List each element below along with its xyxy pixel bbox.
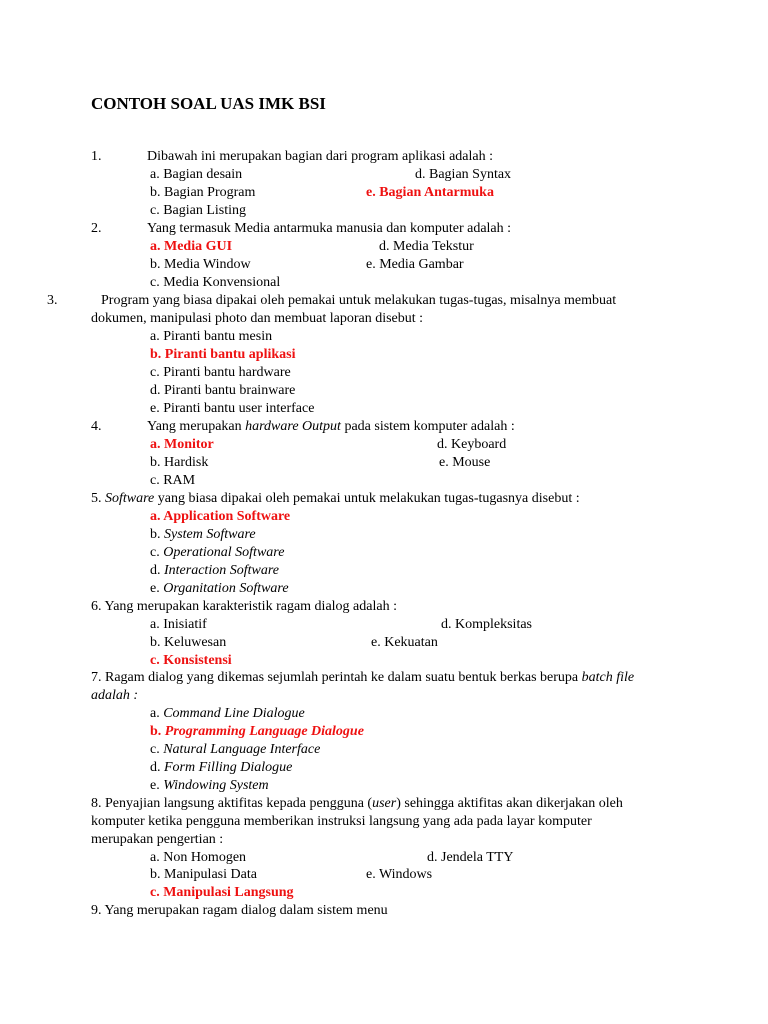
q5-option-d [150, 562, 279, 580]
q3-option-a: a. Piranti bantu mesin [150, 329, 273, 344]
q9-text: 9. Yang merupakan ragam dialog dalam sistem menu [91, 903, 388, 918]
q8-option-d: d. Jendela TTY [427, 850, 514, 865]
q7-option-a-label: Command Line Dialogue [163, 706, 305, 721]
q2-option-d: d. Media Tekstur [379, 239, 474, 254]
q8-text-line2: komputer ketika pengguna memberikan instruksi langsung yang ada pada layar komputer [91, 814, 592, 829]
q2-option-a-answer: a. Media GUI [150, 239, 233, 254]
q8-option-c-answer: c. Manipulasi Langsung [150, 885, 294, 900]
q1-option-a: a. Bagian desain [150, 167, 243, 182]
q7-text-line2-italic: adalah : [91, 688, 139, 703]
q6-option-e: e. Kekuatan [371, 635, 438, 650]
q4-option-b: b. Hardisk [150, 455, 209, 470]
q5-option-c-prefix: c. [150, 545, 164, 560]
q6-option-a: a. Inisiatif [150, 617, 207, 632]
q4-option-d: d. Keyboard [437, 437, 507, 452]
q4-option-c: c. RAM [150, 473, 196, 488]
page-title: CONTOH SOAL UAS IMK BSI [91, 94, 326, 113]
q7-text-line2 [91, 687, 138, 705]
q1-option-c: c. Bagian Listing [150, 203, 247, 218]
q3-option-b-answer: b. Piranti bantu aplikasi [150, 347, 296, 362]
q7-option-b-label: Programming Language Dialogue [164, 724, 364, 739]
q5-option-e [150, 580, 289, 598]
q7-option-a-prefix: a. [150, 706, 164, 721]
q5-option-b-prefix: b. [150, 527, 164, 542]
q7-option-d-prefix: d. [150, 760, 164, 775]
q5-text-italic: Software [105, 491, 155, 506]
q6-option-c-answer: c. Konsistensi [150, 653, 232, 668]
q5-number: 5. [91, 491, 105, 506]
q4-text-post: pada sistem komputer adalah : [340, 419, 515, 434]
q8-text1-post: ) sehingga aktifitas akan dikerjakan oleh [396, 796, 623, 811]
q4-text-italic: hardware Output [245, 419, 341, 434]
q5-option-c [150, 544, 284, 562]
q7-text-italic: batch file [581, 670, 635, 685]
q1-text: Dibawah ini merupakan bagian dari program aplikasi adalah : [147, 149, 493, 164]
q8-text-line1 [91, 795, 623, 813]
q4-option-a-answer: a. Monitor [150, 437, 214, 452]
q7-option-c-label: Natural Language Interface [163, 742, 321, 757]
q5-option-e-label: Organitation Software [163, 581, 289, 596]
q5-option-b-label: System Software [164, 527, 256, 542]
q7-text-line1 [91, 669, 634, 687]
q5-option-b [150, 526, 256, 544]
q1-option-d: d. Bagian Syntax [415, 167, 512, 182]
q6-text: 6. Yang merupakan karakteristik ragam dialog adalah : [91, 599, 397, 614]
q3-text-line2: dokumen, manipulasi photo dan membuat laporan disebut : [91, 311, 424, 326]
q7-option-b-answer [150, 723, 364, 741]
q7-text-pre: 7. Ragam dialog yang dikemas sejumlah perintah ke dalam suatu bentuk berkas berupa [91, 670, 582, 685]
q5-text-post: yang biasa dipakai oleh pemakai untuk melakukan tugas-tugasnya disebut : [154, 491, 580, 506]
q6-option-d: d. Kompleksitas [441, 617, 532, 632]
q1-option-b: b. Bagian Program [150, 185, 256, 200]
q8-option-b: b. Manipulasi Data [150, 867, 257, 882]
q7-option-a [150, 705, 305, 723]
q8-option-e: e. Windows [366, 867, 433, 882]
q5-option-a-answer: a. Application Software [150, 509, 291, 524]
q8-text-line3: merupakan pengertian : [91, 832, 224, 847]
q5-option-d-prefix: d. [150, 563, 164, 578]
q7-option-e-label: Windowing System [163, 778, 269, 793]
q2-option-c: c. Media Konvensional [150, 275, 281, 290]
q6-option-b: b. Keluwesan [150, 635, 227, 650]
q4-text-pre: Yang merupakan [147, 419, 246, 434]
q3-text-line1: Program yang biasa dipakai oleh pemakai untuk melakukan tugas-tugas, misalnya membuat [101, 293, 617, 308]
q3-option-e: e. Piranti bantu user interface [150, 401, 315, 416]
q1-option-e-answer: e. Bagian Antarmuka [366, 185, 494, 200]
q4-text [147, 418, 515, 436]
q7-option-b-prefix: b. [150, 724, 165, 739]
q5-text [91, 490, 580, 508]
q7-option-d-label: Form Filling Dialogue [164, 760, 293, 775]
q7-option-e-prefix: e. [150, 778, 164, 793]
q7-option-c [150, 741, 320, 759]
q5-option-d-label: Interaction Software [164, 563, 279, 578]
q2-number: 2. [91, 221, 102, 236]
q8-text1-pre: 8. Penyajian langsung aktifitas kepada pengguna ( [91, 796, 373, 811]
q3-number: 3. [47, 293, 58, 308]
q5-option-c-label: Operational Software [163, 545, 285, 560]
q2-option-e: e. Media Gambar [366, 257, 464, 272]
q8-text1-italic: user [372, 796, 397, 811]
q2-option-b: b. Media Window [150, 257, 251, 272]
q3-option-d: d. Piranti bantu brainware [150, 383, 296, 398]
q8-option-a: a. Non Homogen [150, 850, 247, 865]
q4-number: 4. [91, 419, 102, 434]
q7-option-c-prefix: c. [150, 742, 164, 757]
q3-option-c: c. Piranti bantu hardware [150, 365, 291, 380]
q2-text: Yang termasuk Media antarmuka manusia dan komputer adalah : [147, 221, 512, 236]
q1-number: 1. [91, 149, 102, 164]
q4-option-e: e. Mouse [439, 455, 491, 470]
q7-option-e [150, 777, 269, 795]
q5-option-e-prefix: e. [150, 581, 164, 596]
q7-option-d [150, 759, 292, 777]
